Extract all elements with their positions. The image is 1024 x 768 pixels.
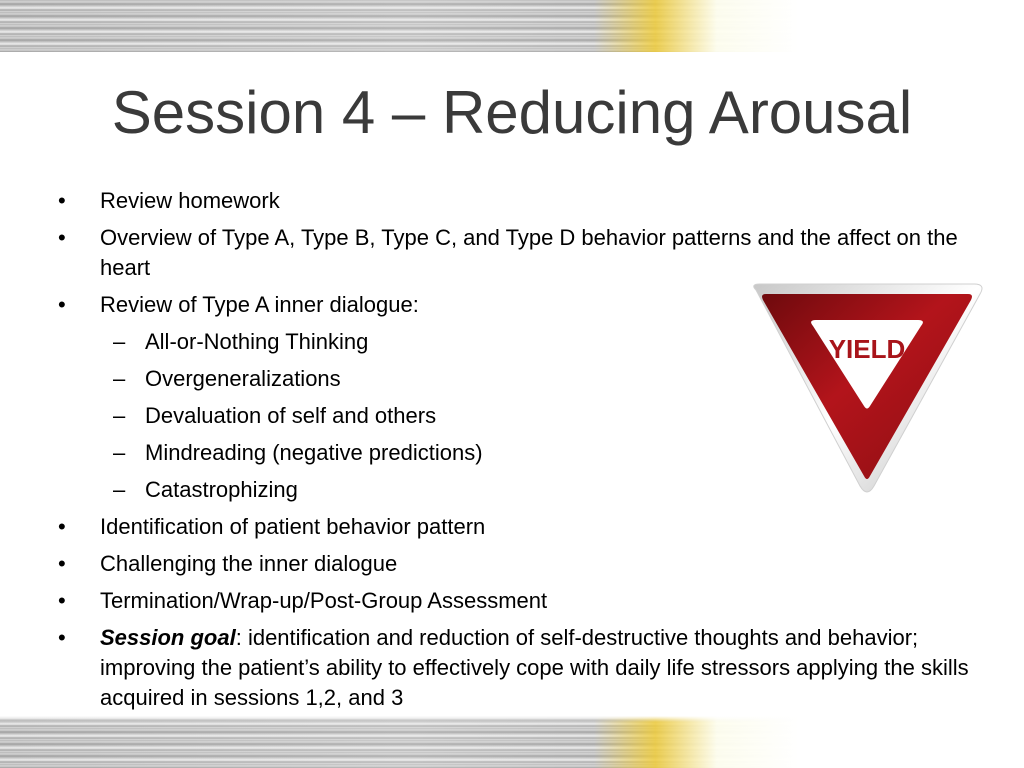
dash-marker: – — [113, 477, 126, 502]
list-item-text: Overview of Type A, Type B, Type C, and Type D behavior patterns and the affect on the heart — [100, 225, 958, 280]
bullet-marker: • — [58, 514, 66, 539]
list-item — [58, 549, 978, 579]
dash-marker: – — [113, 403, 126, 428]
dash-marker: – — [113, 440, 126, 465]
bullet-marker: • — [58, 625, 66, 650]
slide-title: Session 4 – Reducing Arousal — [111, 79, 913, 146]
list-item-text: Identification of patient behavior pattern — [100, 514, 486, 539]
list-item-text: Termination/Wrap-up/Post-Group Assessment — [100, 588, 548, 613]
bullet-marker: • — [58, 551, 66, 576]
session-goal-text: : identification and reduction of self-destructive thoughts and behavior; improving the patient’s ability to effectively cope with daily life stressors applying the skills acquired in sessions 1,2, and 3 — [100, 625, 969, 710]
bullet-marker: • — [58, 292, 66, 317]
list-item — [58, 186, 978, 216]
list-item-text: Challenging the inner dialogue — [100, 551, 398, 576]
top-decorative-band — [0, 0, 1024, 52]
sub-list-item-text: Overgeneralizations — [145, 366, 341, 391]
sub-list-item-text: Catastrophizing — [145, 477, 298, 502]
list-item — [58, 586, 978, 616]
yield-sign-graphic — [742, 280, 992, 500]
list-item — [58, 512, 978, 542]
yield-sign-icon — [742, 280, 992, 500]
sub-list-item-text: Devaluation of self and others — [145, 403, 437, 428]
bullet-marker: • — [58, 188, 66, 213]
sub-list-item-text: All-or-Nothing Thinking — [145, 329, 369, 354]
bottom-decorative-band — [0, 716, 1024, 768]
list-item-text: Review of Type A inner dialogue: — [100, 292, 419, 317]
bullet-marker: • — [58, 588, 66, 613]
list-item — [58, 223, 978, 283]
list-item-text: Review homework — [100, 188, 280, 213]
sub-list-item-text: Mindreading (negative predictions) — [145, 440, 483, 465]
session-goal-item — [58, 623, 978, 713]
session-goal-label: Session goal — [100, 625, 236, 650]
yield-sign-text: YIELD — [828, 334, 906, 364]
dash-marker: – — [113, 366, 126, 391]
bullet-marker: • — [58, 225, 66, 250]
dash-marker: – — [113, 329, 126, 354]
